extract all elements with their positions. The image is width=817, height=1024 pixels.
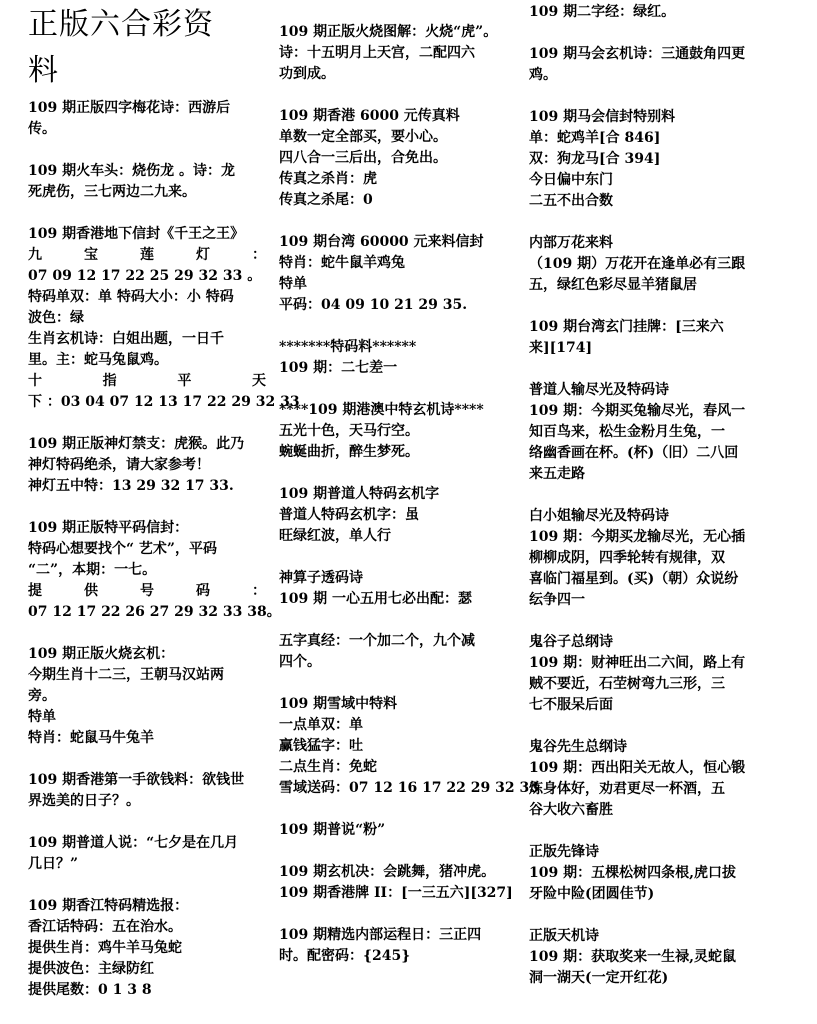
block-fire-mystery: [28, 644, 266, 749]
text-line: 牙险中险(团圆佳节): [529, 886, 655, 902]
text-line: 109 期香江特码精选报：: [28, 898, 189, 914]
text-line: 平码：04 09 10 21 29 35.: [279, 297, 468, 313]
text-line: 普道人特码玄机字：虽: [279, 507, 419, 523]
text-line: 特码心想要找个“ 艺术”，平码: [28, 541, 217, 557]
text-line: 109 期马会玄机诗：三通鼓角四更: [529, 46, 746, 62]
text-line: 贼不要近，石茔树弯九三形，三: [529, 676, 725, 692]
text-line: 炼身体好，劝君更尽一杯酒，五: [529, 781, 725, 797]
text-line: 今日偏中东门: [529, 172, 613, 188]
block-horse-meeting-poem: [529, 44, 769, 86]
text-line: 109 期香港牌 II：[一三五六][327]: [279, 885, 513, 901]
block-snow-region: [279, 694, 539, 799]
text-line: 109 期普道人特码玄机字: [279, 486, 440, 502]
block-train-head: [28, 161, 266, 203]
text-line: ****109 期港澳中特玄机诗****: [279, 402, 484, 418]
text-line: 雪域送码：07 12 16 17 22 29 32 33: [279, 780, 539, 796]
text-line: 内部万花来料: [529, 235, 613, 251]
text-line: 109 期：财神旺出二六间，路上有: [529, 655, 746, 671]
text-line: 109 期普道人说：“七夕是在几月: [28, 835, 239, 851]
block-horse-meeting-letter: [529, 107, 769, 212]
text-line: 109 期香港第一手欲钱料：欲钱世: [28, 772, 245, 788]
page-title-line-1: 正版六合彩资: [28, 7, 214, 42]
text-line: 正版先锋诗: [529, 844, 599, 860]
text-line: 一点单双：单: [279, 717, 363, 733]
text-line: 里。主：蛇马兔鼠鸡。: [28, 352, 168, 368]
text-line: 109 期正版火烧图解：火烧“虎”。: [279, 24, 498, 40]
block-mystery-decision: [279, 862, 517, 904]
text-line: 界选美的日子？。: [28, 793, 140, 809]
text-line: 109 期：今期买龙输尽光，无心插: [529, 529, 746, 545]
text-line: 传真之杀肖：虎: [279, 171, 377, 187]
text-line: 香江话特码：五在治水。: [28, 919, 182, 935]
text-line: 提供波色：主绿防红: [28, 961, 154, 977]
text-line: 07 09 12 17 22 25 29 32 33 。: [28, 268, 262, 284]
block-selected-fortune: [279, 925, 517, 967]
block-five-char-classic: [279, 631, 517, 673]
text-line: 109 期马会信封特别料: [529, 109, 676, 125]
text-line: 下 ：03 04 07 12 13 17 22 29 32 33: [28, 394, 300, 410]
text-line: 白小姐输尽光及特码诗: [529, 508, 669, 524]
block-special-flat-code: [28, 518, 281, 623]
text-line: 109 期：今期买兔输尽光，春风一: [529, 403, 746, 419]
block-wanhua: [529, 233, 769, 296]
text-line: （109 期）万花开在逢单必有三跟: [529, 256, 746, 272]
text-line: 传真之杀尾：0: [279, 192, 373, 208]
text-line: 来][174]: [529, 340, 593, 356]
text-line: 109 期台湾玄门挂牌：[三来六: [529, 319, 724, 335]
text-line: 五，绿红色彩尽显羊猪鼠居: [529, 277, 697, 293]
text-line: 波色：绿: [28, 310, 84, 326]
text-line: 普道人输尽光及特码诗: [529, 382, 669, 398]
text-line: 死虎伤，三七两边二九来。: [28, 184, 196, 200]
block-fire-diagram: [279, 22, 517, 85]
column-3: [529, 0, 769, 1010]
text-line: 时。配密码：{245}: [279, 948, 411, 964]
text-line: 洞一湖天(一定开红花): [529, 970, 669, 986]
text-line: 喜临门福星到。(买)（朝）众说纷: [529, 571, 739, 587]
text-line: 109 期 一心五用七必出配：瑟: [279, 591, 472, 607]
text-line: 109 期台湾 60000 元来料信封: [279, 234, 484, 250]
text-line: 109 期精选内部运程日：三正四: [279, 927, 482, 943]
text-line: 特肖：蛇鼠马牛兔羊: [28, 730, 154, 746]
text-line: 十 指 平 天: [28, 373, 266, 389]
text-line: “二”，本期：一七。: [28, 562, 157, 578]
text-line: 109 期二字经：绿红。: [529, 4, 676, 20]
block-hk-selection: [28, 896, 266, 1001]
text-line: 纭争四一: [529, 592, 585, 608]
text-line: 109 期正版神灯禁支：虎猴。此乃: [28, 436, 245, 452]
text-line: *******特码料******: [279, 339, 417, 355]
block-hk-first-hand: [28, 770, 266, 812]
block-god-abacus: [279, 568, 517, 610]
block-heaven-secret: [529, 926, 769, 989]
text-line: 谷大收六畜胜: [529, 802, 613, 818]
text-line: 109 期正版特平码信封：: [28, 520, 189, 536]
block-ordinary-special: [279, 484, 517, 547]
text-line: 传。: [28, 121, 56, 137]
block-hk-6000: [279, 106, 517, 211]
text-line: 几日？”: [28, 856, 79, 872]
text-line: 四八合一三后出，合免出。: [279, 150, 447, 166]
text-line: 特肖：蛇牛鼠羊鸡兔: [279, 255, 405, 271]
text-line: 神灯五中特：13 29 32 17 33.: [28, 478, 234, 494]
text-line: 特单: [28, 709, 56, 725]
text-line: 五字真经：一个加二个，九个减: [279, 633, 475, 649]
block-shengdeng-taboo: [28, 434, 266, 497]
text-line: 功到成。: [279, 66, 335, 82]
text-line: 神算子透码诗: [279, 570, 363, 586]
text-line: 特单: [279, 276, 307, 292]
text-line: 二五不出合数: [529, 193, 613, 209]
block-ordinary-lose: [529, 380, 769, 485]
text-line: 四个。: [279, 654, 321, 670]
text-line: 旁。: [28, 688, 56, 704]
block-taiwan-60000: [279, 232, 517, 316]
block-special-code: [279, 337, 517, 379]
block-guiguzi: [529, 632, 769, 716]
block-hk-mystery-poem: [279, 400, 517, 463]
text-line: 109 期雪域中特料: [279, 696, 398, 712]
block-two-char-classic: [529, 2, 769, 23]
block-plum-poem: [28, 98, 266, 140]
text-line: 来五走路: [529, 466, 585, 482]
text-line: 旺绿红波，单人行: [279, 528, 391, 544]
text-line: 络幽香画在杯。(杯)（旧）二八回: [529, 445, 739, 461]
text-line: 07 12 17 22 26 27 29 32 33 38。: [28, 604, 281, 620]
text-line: 109 期：西出阳关无故人，恒心锻: [529, 760, 746, 776]
text-line: 蜿蜒曲折，醉生梦死。: [279, 444, 419, 460]
text-line: 鸡。: [529, 67, 557, 83]
text-line: 知百鸟来，松生金粉月生兔，一: [529, 424, 725, 440]
text-line: 109 期玄机决：会跳舞，猪冲虎。: [279, 864, 496, 880]
block-guigu-master: [529, 737, 769, 821]
text-line: 109 期香港地下信封《千王之王》: [28, 226, 245, 242]
text-line: 赢钱猛字：吐: [279, 738, 363, 754]
text-line: 109 期普说“粉”: [279, 822, 386, 838]
text-line: 今期生肖十二三，王朝马汉站两: [28, 667, 224, 683]
text-line: 109 期火车头：烧伤龙 。诗：龙: [28, 163, 235, 179]
text-line: 七不服呆后面: [529, 697, 613, 713]
text-line: 单数一定全部买，要小心。: [279, 129, 447, 145]
text-line: 单：蛇鸡羊[合 846]: [529, 130, 661, 146]
text-line: 鬼谷子总纲诗: [529, 634, 613, 650]
text-line: 109 期：五棵松树四条根,虎口拔: [529, 865, 736, 881]
column-2: [279, 0, 539, 988]
block-miss-bai: [529, 506, 769, 611]
text-line: 提供生肖：鸡牛羊马兔蛇: [28, 940, 182, 956]
text-line: 109 期：获取奖来一生禄,灵蛇鼠: [529, 949, 736, 965]
text-line: 提 供 号 码 ：: [28, 583, 266, 599]
block-ordinary-man: [28, 833, 266, 875]
text-line: 109 期香港 6000 元传真料: [279, 108, 460, 124]
page-title: [28, 2, 266, 94]
text-line: 特码单双：单 特码大小：小 特码: [28, 289, 234, 305]
text-line: 109 期正版火烧玄机：: [28, 646, 175, 662]
text-line: 神灯特码绝杀，请大家参考！: [28, 457, 210, 473]
text-line: 诗：十五明月上天宫，二配四六: [279, 45, 475, 61]
text-line: 九 宝 莲 灯 ：: [28, 247, 266, 263]
text-line: 提供尾数：0 1 3 8: [28, 982, 152, 998]
text-line: 二点生肖：免蛇: [279, 759, 377, 775]
page-title-line-2: 料: [28, 53, 59, 88]
text-line: 双：狗龙马[合 394]: [529, 151, 661, 167]
text-line: 柳柳成阴，四季轮转有规律，双: [529, 550, 725, 566]
text-line: 鬼谷先生总纲诗: [529, 739, 627, 755]
text-line: 生肖玄机诗：白姐出题，一日千: [28, 331, 224, 347]
block-ordinary-say: [279, 820, 517, 841]
text-line: 109 期正版四字梅花诗：西游后: [28, 100, 231, 116]
text-line: 五光十色，天马行空。: [279, 423, 419, 439]
block-taiwan-mystery-door: [529, 317, 769, 359]
text-line: 109 期：二七差一: [279, 360, 398, 376]
text-line: 正版天机诗: [529, 928, 599, 944]
block-zhengban-pioneer: [529, 842, 769, 905]
